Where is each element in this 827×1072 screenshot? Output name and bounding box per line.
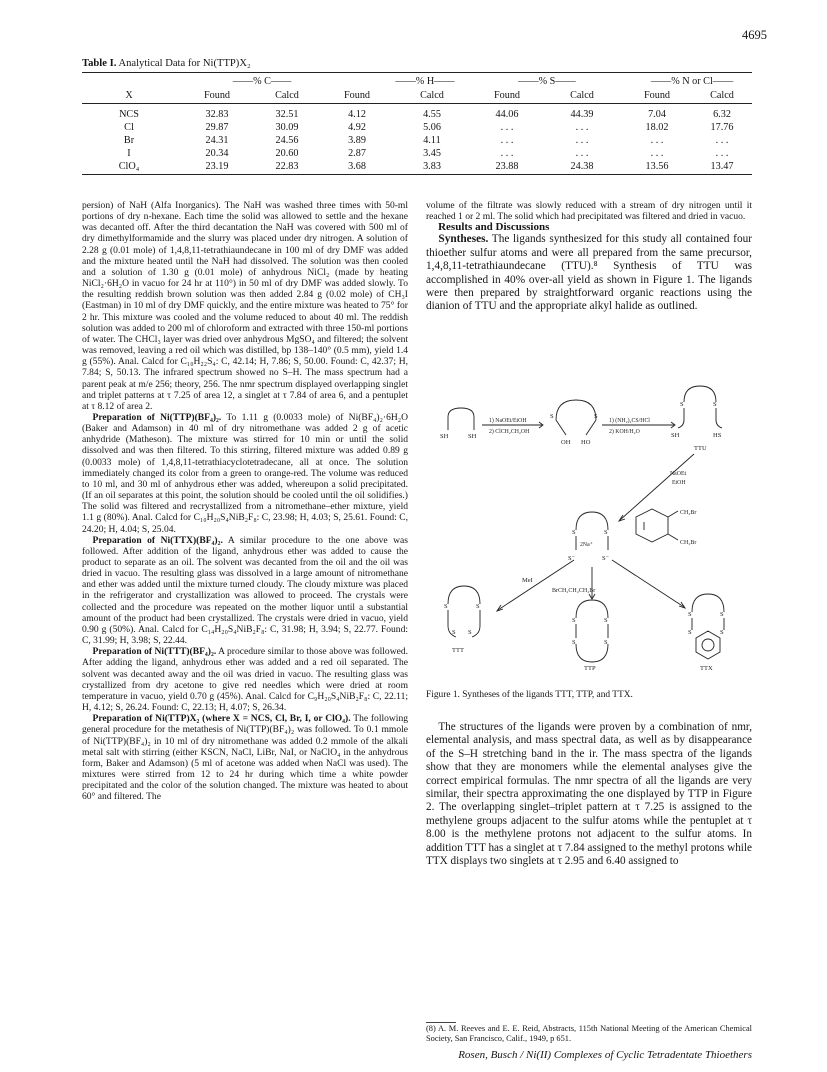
table-cell-x: Cl — [124, 122, 134, 133]
diol-oh: OH — [561, 439, 571, 446]
group-header-s: ——% S—— — [518, 76, 576, 87]
left-paragraph-5-text: The following general procedure for the metathesis of Ni(TTP)(BF₄)₂ was followed. To 0.1 mmole of Ni(TTP)(BF₄)₂ in 10 ml of dry nitromethane was added 0.2 mmole of the alkali metal salt with stirring (either KSCN, NaCl, LiBr, NaI, or NaClO₄ in the anhydrous form, Baker and Adamson) (5 ml of acetone was added when NaCl was used). The mixtures were stirred from 12 to 24 hr during which time a white powder precipitated and the color of the solution changed. The mixture was heated to about 60° and filtered. The — [82, 713, 409, 803]
table-cell: 32.51 — [275, 109, 299, 120]
table-cell: . . . — [575, 135, 589, 146]
table-sub-header-row — [82, 90, 752, 102]
header-s-found: Found — [493, 90, 521, 101]
diol-s-right: S — [594, 413, 598, 420]
synthesis-scheme-figure — [426, 372, 752, 672]
dithiol-sh-right: SH — [468, 433, 477, 440]
table-row — [82, 148, 752, 160]
left-paragraph-5-heading: Preparation of Ni(TTP)X₂ (where X = NCS, Cl, Br, I, or ClO₄). — [92, 713, 351, 725]
ttx-s-4: S — [720, 629, 724, 636]
table-cell: 3.45 — [423, 148, 441, 159]
table-row — [82, 161, 752, 173]
ttx-s-2: S — [720, 611, 724, 618]
table-cell: . . . — [715, 148, 729, 159]
ttp-label: TTP — [584, 665, 596, 672]
step2-label-a: 1) (NH₂)₂CS/HCl — [609, 418, 650, 424]
ttu-label: TTU — [694, 445, 707, 452]
page-footer: Rosen, Busch / Ni(II) Complexes of Cyclic Tetradentate Thioethers — [458, 1049, 752, 1061]
table-cell: . . . — [715, 135, 729, 146]
table-caption-text: Analytical Data for Ni(TTP)X₂ — [118, 58, 251, 69]
ttt-label: TTT — [452, 647, 464, 654]
ttu-dianion-structure — [568, 512, 610, 562]
ttp-s-2: S — [604, 617, 608, 624]
dianion-counterion: 2Na⁺ — [580, 542, 593, 548]
ttu-hs: HS — [713, 432, 722, 439]
ttp-structure — [572, 600, 608, 672]
table-bottom-rule — [82, 174, 752, 175]
table-cell: . . . — [500, 148, 514, 159]
left-paragraph-4-heading: Preparation of Ni(TTT)(BF₄)₂. — [92, 646, 217, 658]
table-group-header-row — [82, 76, 752, 88]
ttx-s-1: S — [688, 611, 692, 618]
dianion-s-minus-left: S⁻ — [568, 555, 576, 562]
figure-caption: Figure 1. Syntheses of the ligands TTT, TTP, and TTX. — [426, 690, 633, 700]
header-c-calcd: Calcd — [275, 90, 299, 101]
ttt-s-2: S — [476, 603, 480, 610]
table-cell-x: Br — [123, 135, 135, 146]
etoh-label: EtOH — [672, 480, 686, 486]
dianion-s-right: S — [604, 529, 608, 536]
table-cell: . . . — [575, 122, 589, 133]
ttt-s-1: S — [444, 603, 448, 610]
ttp-s-4: S — [604, 639, 608, 646]
left-paragraph-2-text: To 1.11 g (0.0033 mole) of Ni(BF₄)₂·6H₂O (Baker and Adamson) in 40 ml of dry nitromethane was added 2 g of acetic anhydride (Matheson). The mixture was stirred for 10 min or until the solid dissolved and was then filtered. To this stirring, filtered mixture was added 0.89 g (0.0033 mole) of 1,4,8,11-tetrathiacyclotetradecane, all at once. The solution immediately changed its color from a green to orange-red. The volume was reduced to 10 ml, and 30 ml of anhydrous ether was added, whereupon a solid precipitated. (If an oil separates at this point, the solution should be cooled until the oil solidifies.) The solid was filtered and recrystallized from a nitromethane–ether mixture, yield 1.1 g (80%). Anal. Calcd for C₁₀H₂₀S₄NiB₂F₈: C, 23.98; H, 4.03; S, 25.61. Found: C, 24.20; H, 4.04; S, 25.04. — [82, 411, 408, 535]
page-number: 4695 — [742, 28, 767, 42]
table-cell: . . . — [650, 148, 664, 159]
dianion-s-left: S — [572, 529, 576, 536]
table-row — [82, 109, 752, 121]
diol-ho: HO — [581, 439, 591, 446]
left-paragraph-3 — [82, 535, 408, 647]
ttt-structure — [444, 586, 480, 654]
table-cell: 5.06 — [423, 122, 441, 133]
ttp-s-1: S — [572, 617, 576, 624]
left-paragraph-1: persion) of NaH (Alfa Inorganics). The NaH was washed three times with 50-ml portions of dry n-hexane. Each time the solid was allowed to settle and the hexane was decanted off. After the third decantation the NaH was covered with 500 ml of dry dimethylformamide and the slurry was placed under dry nitrogen. A solution of 2.28 g (0.01 mole) of 1,4,8,11-tetrathiaundecane in 100 ml of dry DMF was added and the mixture heated until the NaH had dissolved. The solution was then cooled and a solution of 1.30 g (0.01 mole) of anhydrous NiCl₂ (made by heating NiCl₂·6H₂O in vacuo for 24 hr at 110°) in 50 ml of dry DMF was added slowly. To the resulting reddish brown solution was then added 2.84 g (0.02 mole) of CH₃I (Eastman) in 10 ml of dry DMF quickly, and the entire mixture was heated to 75° for 2 hr. This mixture was cooled and the volume reduced to about 40 ml. The reddish solution was added to 200 ml of chloroform and extracted with three 150-ml portions of water. The CHCl₃ layer was dried over anhydrous MgSO₄ and filtered; the solvent was removed, leaving a red oil which was distilled, bp 138–140° (0.5 mm), yield 1.4 g (55%). Anal. Calcd for C₁₀H₂₂S₄: C, 42.14; H, 7.86; S, 50.00. Found: C, 42.37; H, 7.84; S, 50.13. The infrared spectrum showed no S–H. The mass spectrum had a parent peak at m/e 256; theory, 256. The nmr spectrum displayed overlapping singlet and triplet patterns at τ 7.25 of area 12, a singlet at τ 7.84 of area 6, and a pentuplet at τ 8.12 of area 2. — [82, 200, 408, 412]
step1-label-a: 1) NaOEt/EtOH — [489, 418, 527, 424]
left-paragraph-3-text: A similar procedure to the one above was followed. After addition of the ligand, anhydrous ether was added to cause the product to separate as an oil. The solvent was decanted from the oil and the oil was dried in vacuo. The resulting glass was dissolved in a large amount of nitromethane and ether was added until the mixture turned cloudy. The cloudy mixture was placed in the refrigerator and crystallization was allowed to proceed. The crystals were collected and the procedure was repeated on the mother liquor until a substantial amount of the product had been crystallized. The crystals were dried in vacuo, yield 0.90 g (50%). Anal. Calcd for C₁₄H₂₀S₄NiB₂F₈: C, 31.98; H, 3.94; S, 22.77. Found: C, 31.99; H, 3.98; S, 22.44. — [82, 534, 408, 647]
table-cell: 3.89 — [348, 135, 366, 146]
table-cell: 4.12 — [348, 109, 366, 120]
table-cell: . . . — [500, 122, 514, 133]
table-cell: 3.68 — [348, 161, 366, 172]
header-s-calcd: Calcd — [570, 90, 594, 101]
dithiol-structure — [440, 408, 477, 440]
dianion-s-minus-right: S⁻ — [602, 555, 610, 562]
table-cell: 22.83 — [275, 161, 299, 172]
header-n-calcd: Calcd — [710, 90, 734, 101]
table-cell-x: ClO₄ — [118, 161, 140, 172]
right-paragraph-2-heading: Syntheses. — [438, 233, 489, 246]
table-cell: . . . — [575, 148, 589, 159]
table-cell: 13.56 — [645, 161, 669, 172]
mei-label: MeI — [522, 577, 533, 584]
right-paragraph-2-text: The ligands synthesized for this study all contained four thioether sulfur atoms and were all prepared from the same precursor, 1,4,8,11-tetrathiaundecane (TTU).⁸ Synthesis of TTU was accomplished in 40% over-all yield as shown in Figure 1. The ligands were then prepared by straightforward organic reactions using the dianion of TTU and the appropriate alkyl halide as outlined. — [426, 233, 753, 313]
section-title: Results and Discussions — [438, 221, 550, 234]
ttp-s-3: S — [572, 639, 576, 646]
table-cell: 23.19 — [205, 161, 229, 172]
header-x: X — [125, 90, 133, 101]
table-cell: 4.55 — [423, 109, 441, 120]
step1-label-b: 2) ClCH₂CH₂OH — [489, 429, 530, 435]
table-cell: 24.38 — [570, 161, 594, 172]
table-cell-x: NCS — [119, 109, 139, 120]
table-cell-x: I — [127, 148, 131, 159]
bottom-right-paragraph: The structures of the ligands were proven by a combination of nmr, elemental analysis, and mass spectral data, as well as by disappearance of the S–H stretching band in the ir. The mass spectra of the ligands show that they are monomers while the elemental analyses give the correct empirical formulas. The nmr spectra of all the ligands are very similar, their spectra approximating the one displayed by TTP in Figure 2. The overlapping singlet–triplet pattern at τ 7.25 is assigned to the methylene groups adjacent to the sulfur atoms while the pentuplet at τ 8.00 is the methylene protons not adjacent to the sulfur atoms. In addition TTT has a singlet at τ 7.84 assigned to the methyl protons while TTX displays two singlets at τ 2.95 and 6.40 assigned to — [426, 721, 752, 868]
table-header-rule — [82, 103, 752, 104]
ttt-s-3: S — [452, 629, 456, 636]
table-row — [82, 135, 752, 147]
left-paragraph-5 — [82, 713, 408, 802]
right-paragraph-2 — [426, 233, 752, 313]
table-cell: 30.09 — [275, 122, 299, 133]
table-caption — [82, 58, 251, 69]
table-cell: 20.60 — [275, 148, 299, 159]
header-h-found: Found — [343, 90, 371, 101]
header-c-found: Found — [203, 90, 231, 101]
table-cell: 4.92 — [348, 122, 366, 133]
ttu-s-left: S — [680, 401, 684, 408]
right-paragraph-1: volume of the filtrate was slowly reduced with a stream of dry nitrogen until it reached 1 or 2 ml. The solid which had precipitated was filtered and dried in vacuo. — [426, 200, 752, 223]
group-header-h: ——% H—— — [395, 76, 455, 87]
group-header-n-cl: ——% N or Cl—— — [650, 76, 734, 87]
table-cell: 4.11 — [423, 135, 441, 146]
table-cell: 20.34 — [205, 148, 229, 159]
ttu-structure — [671, 386, 722, 452]
table-cell: 6.32 — [713, 109, 731, 120]
ttt-s-4: S — [468, 629, 472, 636]
dithiol-sh-left: SH — [440, 433, 449, 440]
footnote: (8) A. M. Reeves and E. E. Reid, Abstracts, 115th National Meeting of the American Chemical Society, San Francisco, Calif., 1949, p 651. — [426, 1024, 752, 1043]
table-cell: 29.87 — [205, 122, 229, 133]
arrow-step-2 — [602, 417, 675, 435]
left-paragraph-4 — [82, 646, 408, 713]
table-caption-label: Table I. — [82, 58, 117, 69]
arrow-xylylene — [612, 560, 685, 608]
left-paragraph-4-text: A procedure similar to those above was followed. After adding the ligand, anhydrous ether was added and a red oil separated. The solvent was decanted away and the oil was dried in vacuo. The resulting glass was crystallized from dry acetone to give red needles which were dried at room temperature in vacuo, yield 0.70 g (45%). Anal. Calcd for C₉H₂₀S₄NiB₂F₈: C, 22.11; H, 4.12; S, 26.24. Found: C, 22.13; H, 4.07; S, 26.34. — [82, 646, 408, 714]
table-cell: 2.87 — [348, 148, 366, 159]
ttx-structure — [688, 594, 724, 672]
arrow-propane — [552, 567, 595, 599]
table-cell: . . . — [650, 135, 664, 146]
table-cell: 44.06 — [495, 109, 519, 120]
table-cell: . . . — [500, 135, 514, 146]
table-cell: 24.31 — [205, 135, 229, 146]
header-n-found: Found — [643, 90, 671, 101]
xylylene-ch2br-top: CH₂Br — [680, 510, 697, 516]
step2-label-b: 2) KOH/H₂O — [609, 429, 640, 435]
table-cell: 24.56 — [275, 135, 299, 146]
diol-intermediate-structure — [550, 400, 598, 446]
left-paragraph-3-heading: Preparation of Ni(TTX)(BF₄)₂. — [92, 534, 223, 546]
table-cell: 18.02 — [645, 122, 669, 133]
table-cell: 13.47 — [710, 161, 734, 172]
table-cell: 23.88 — [495, 161, 519, 172]
diol-s-left: S — [550, 413, 554, 420]
table-cell: 17.76 — [710, 122, 734, 133]
footnote-rule — [426, 1022, 456, 1023]
table-row — [82, 122, 752, 134]
table-top-rule — [82, 72, 752, 73]
ttx-label: TTX — [700, 665, 713, 672]
table-cell: 32.83 — [205, 109, 229, 120]
ttx-s-3: S — [688, 629, 692, 636]
header-h-calcd: Calcd — [420, 90, 444, 101]
xylylene-ch2br-bottom: CH₂Br — [680, 540, 697, 546]
left-paragraph-2-heading: Preparation of Ni(TTP)(BF₄)₂. — [92, 411, 222, 423]
arrow-mei — [497, 560, 574, 611]
xylylene-dibromide-structure — [636, 509, 696, 546]
group-header-c: ——% C—— — [232, 76, 292, 87]
right-column — [426, 200, 752, 314]
arrow-step-1 — [482, 417, 543, 435]
ttu-s-right: S — [713, 401, 717, 408]
table-cell: 44.39 — [570, 109, 594, 120]
propane-reagent-label: BrCH₂CH₂CH₂Br — [552, 588, 596, 594]
bottom-right-text — [426, 721, 752, 868]
table-cell: 7.04 — [648, 109, 666, 120]
table-cell: 3.83 — [423, 161, 441, 172]
ttu-sh: SH — [671, 432, 680, 439]
left-paragraph-2 — [82, 412, 408, 535]
left-column — [82, 200, 408, 802]
naoet-label: NaOEt — [670, 471, 687, 477]
